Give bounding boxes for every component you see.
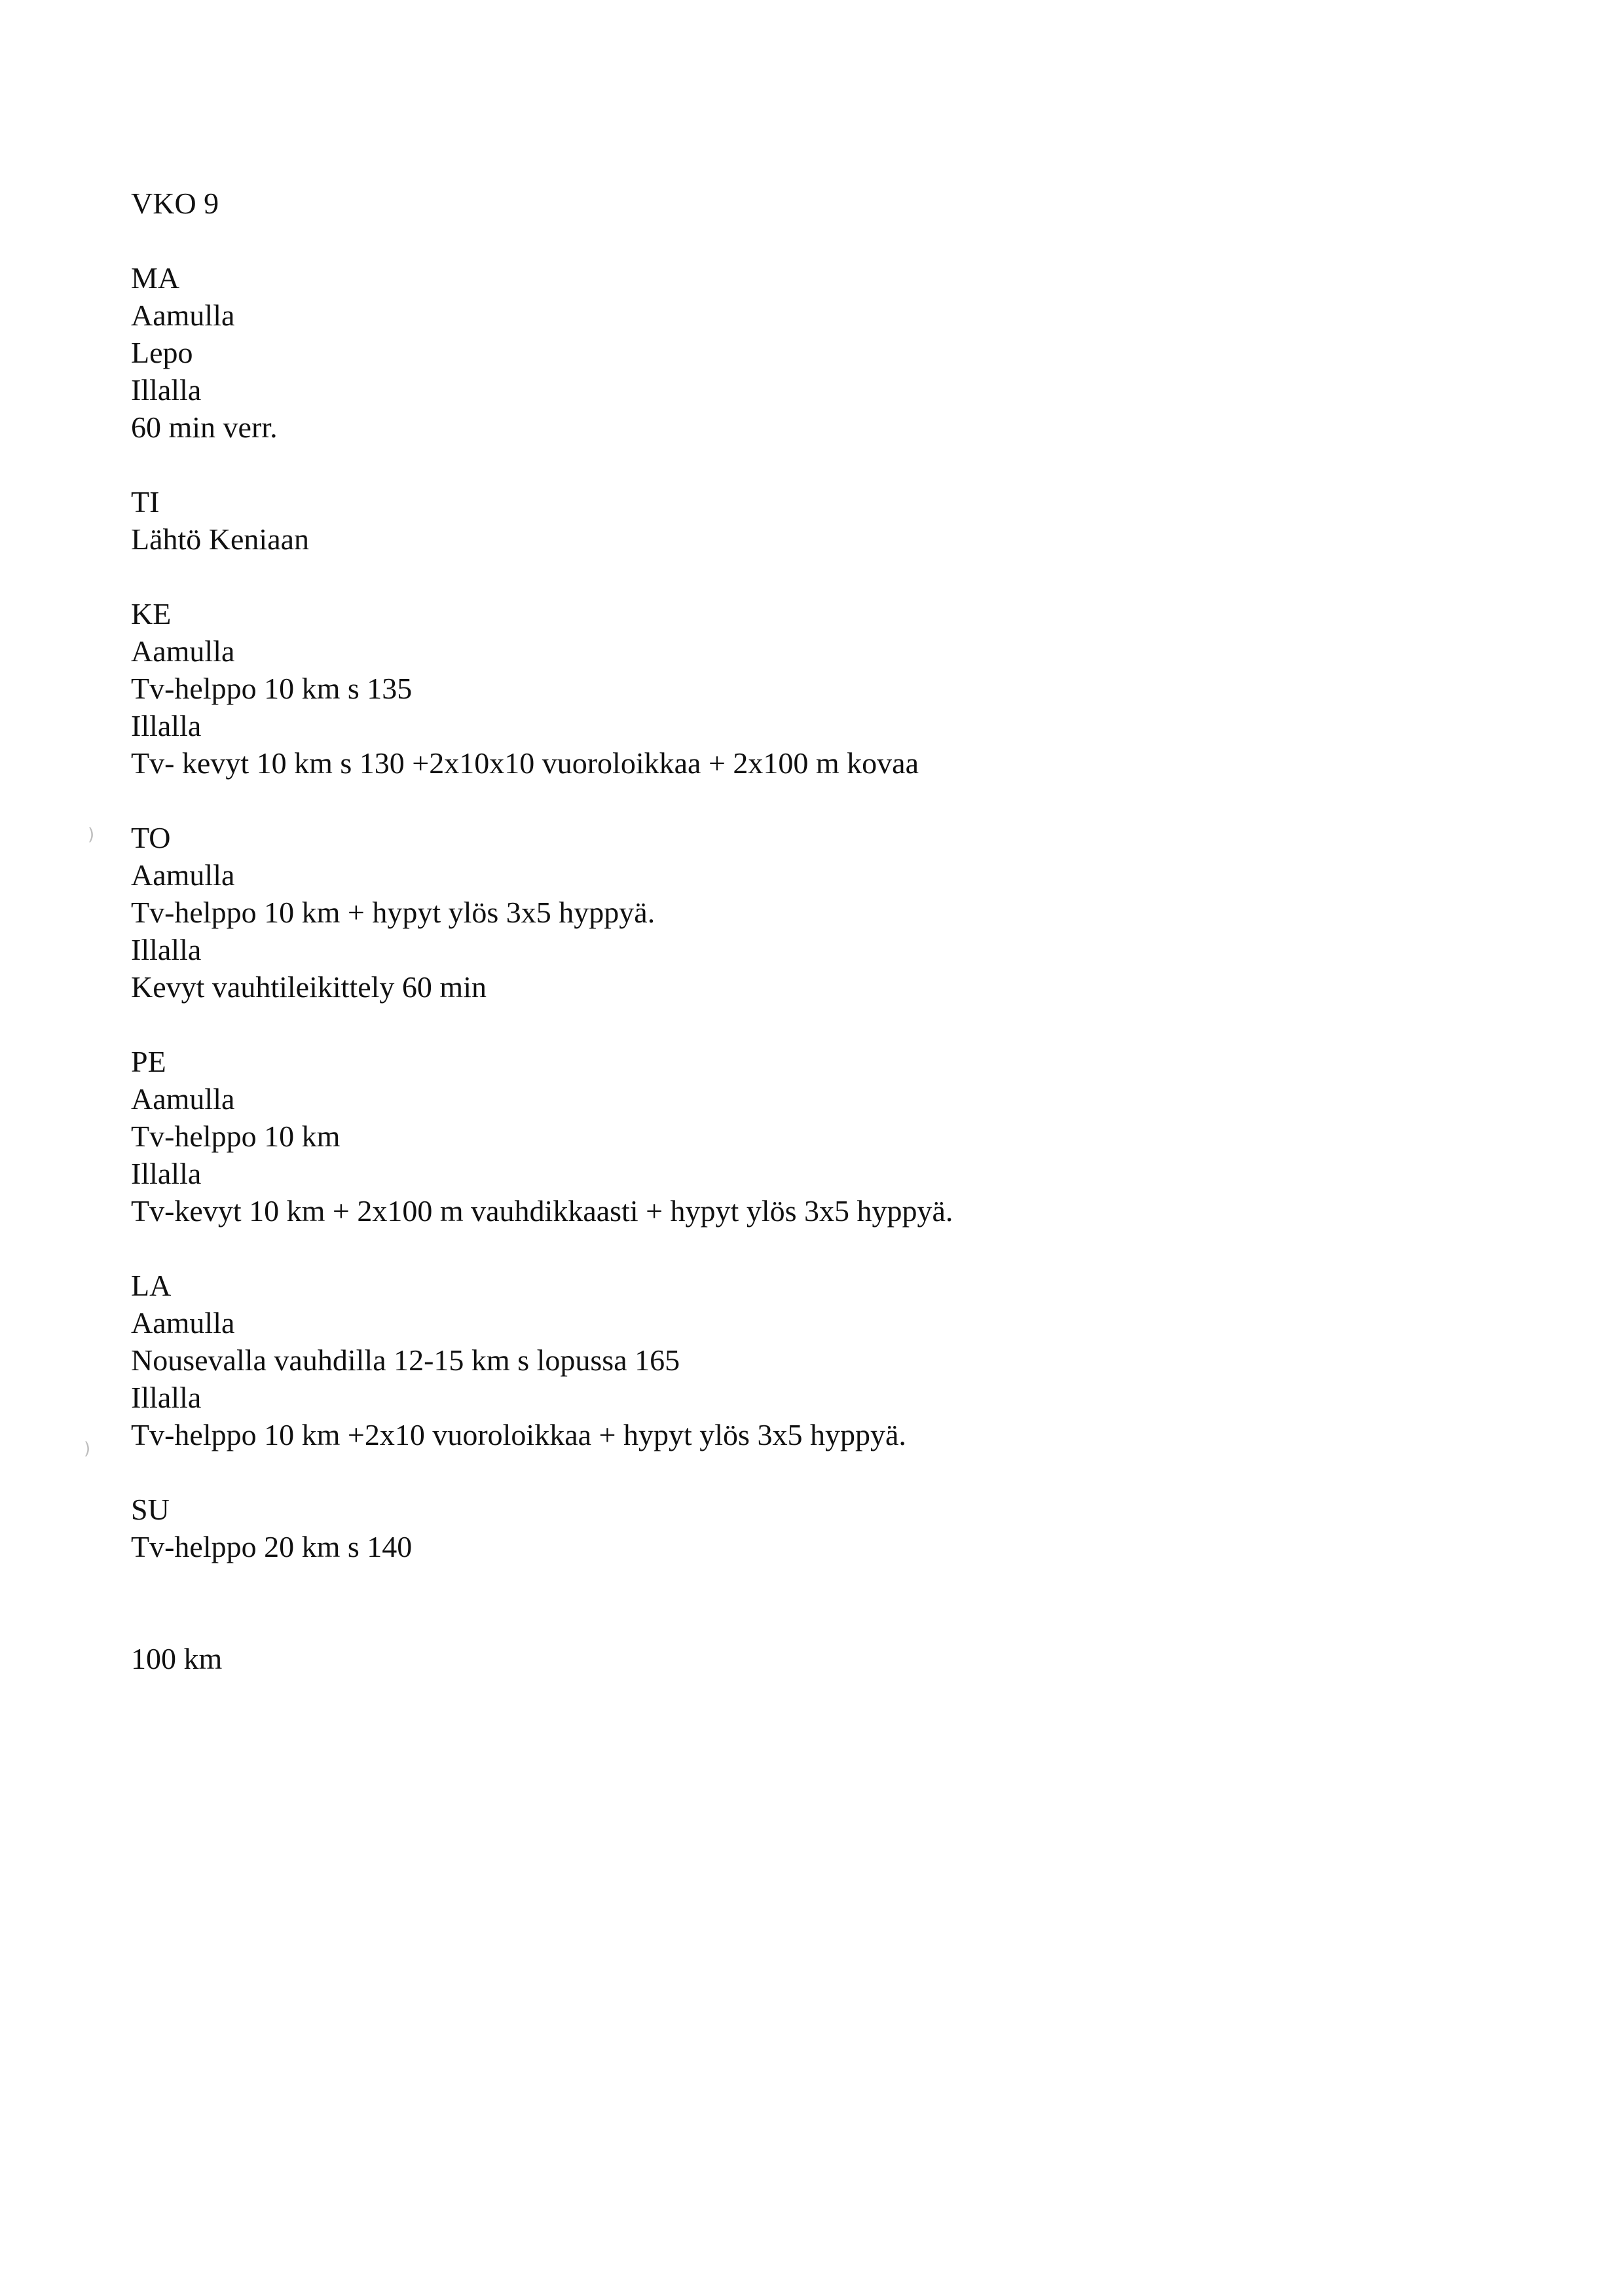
day-heading: SU — [131, 1493, 170, 1526]
session-label: Illalla — [131, 1157, 202, 1190]
day-block-su — [131, 1491, 1506, 1565]
session-label: Aamulla — [131, 1306, 235, 1339]
training-plan — [131, 185, 1506, 1677]
session-text: Kevyt vauhtileikittely 60 min — [131, 970, 487, 1004]
session-label: Aamulla — [131, 1082, 235, 1116]
session-text: Tv-kevyt 10 km + 2x100 m vauhdikkaasti + hypyt ylös 3x5 hyppyä. — [131, 1194, 953, 1228]
session-label: Aamulla — [131, 634, 235, 668]
session-text: Tv-helppo 10 km s 135 — [131, 672, 413, 705]
session-label: Illalla — [131, 933, 202, 966]
scan-mark: ) — [84, 1439, 91, 1459]
session-label: Aamulla — [131, 299, 235, 332]
day-block-pe — [131, 1043, 1506, 1230]
session-label: Illalla — [131, 709, 202, 742]
session-text: Lähtö Keniaan — [131, 522, 310, 556]
weekly-total: 100 km — [131, 1642, 223, 1675]
day-heading: TO — [131, 821, 171, 854]
day-heading: KE — [131, 597, 172, 630]
day-heading: TI — [131, 485, 160, 519]
session-text: 60 min verr. — [131, 410, 278, 444]
scan-mark: ) — [88, 825, 95, 845]
session-text: Tv- kevyt 10 km s 130 +2x10x10 vuoroloikkaa + 2x100 m kovaa — [131, 746, 919, 780]
day-block-ke — [131, 595, 1506, 782]
session-label: Illalla — [131, 1381, 202, 1414]
week-title: VKO 9 — [131, 187, 219, 220]
day-block-to — [131, 819, 1506, 1006]
day-heading: LA — [131, 1269, 172, 1302]
session-text: Tv-helppo 10 km +2x10 vuoroloikkaa + hypyt ylös 3x5 hyppyä. — [131, 1418, 906, 1451]
session-text: Tv-helppo 10 km — [131, 1120, 341, 1153]
day-block-ma — [131, 259, 1506, 446]
session-text: Tv-helppo 20 km s 140 — [131, 1530, 413, 1563]
session-label: Aamulla — [131, 858, 235, 892]
day-heading: PE — [131, 1045, 166, 1078]
session-text: Nousevalla vauhdilla 12-15 km s lopussa 165 — [131, 1343, 680, 1377]
session-label: Illalla — [131, 373, 202, 407]
session-text: Lepo — [131, 336, 193, 369]
day-block-la — [131, 1267, 1506, 1453]
session-text: Tv-helppo 10 km + hypyt ylös 3x5 hyppyä. — [131, 896, 655, 929]
day-heading: MA — [131, 261, 180, 295]
day-block-ti — [131, 483, 1506, 558]
